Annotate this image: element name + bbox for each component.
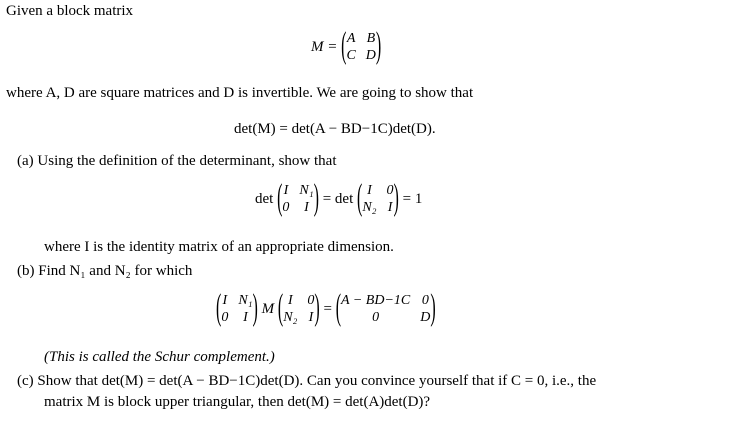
eq-a-right-21: N₂ [362,199,377,215]
part-a-note: where I is the identity matrix of an appropriate dimension. [44,239,394,255]
eq-a-right-22: I [387,199,393,215]
eq-b-result-12: 0 [421,293,429,308]
eq-b-eq: = [323,301,332,318]
eq-b-left-21: 0 [221,309,229,325]
eq-a-right-12: 0 [386,183,394,198]
eq-a-eq: = det [322,191,354,208]
det-formula: det(M) = det(A − BD−1C)det(D). [234,121,436,137]
eq-b-result-21: 0 [372,309,380,325]
eq-a-left-22: I [304,199,309,215]
eq-b-left-22: I [243,309,248,325]
part-b-text: (b) Find N₁ and N₂ for which [17,263,193,279]
eq-b-result-11: A − BD−1C [341,293,411,308]
eq-b-right-12: 0 [307,293,315,308]
M-entry-a: A [346,31,356,46]
M-entry-b: B [366,31,376,46]
eq-a-left-12: N₁ [299,183,314,198]
block-matrix-M: M = ( A B C D ) [311,26,382,67]
part-a-text: (a) Using the definition of the determinant, show that [17,153,337,169]
intro-text: Given a block matrix [6,3,134,19]
eq-b-right-11: I [287,293,293,308]
eq-a-det: det [255,191,274,208]
equation-b: ( I N₁ 0 I ) M ( I 0 N₂ I ) = ( A − BD−1C 0 0 D ) [216,288,436,329]
eq-a-left-11: I [283,183,289,198]
where-text: where A, D are square matrices and D is invertible. We are going to show that [6,85,474,101]
part-c-line-1: (c) Show that det(M) = det(A − BD−1C)det(D). Can you convince yourself that if C = 0, i.e., the [17,373,597,389]
eq-b-right-21: N₂ [283,309,298,325]
eq-b-left-11: I [222,293,228,308]
eq-b-right-22: I [308,309,314,325]
eq-a-right-11: I [367,183,372,198]
M-entry-c: C [346,47,356,63]
eq-a-left-21: 0 [282,199,290,215]
M-lhs: M = [311,39,338,56]
eq-b-result-22: D [420,309,431,325]
eq-a-result: = 1 [402,191,423,208]
part-c-line-2: matrix M is block upper triangular, then det(M) = det(A)det(D)? [44,394,431,410]
schur-note: (This is called the Schur complement.) [44,349,275,365]
eq-b-left-12: N₁ [238,293,253,308]
M-entry-d: D [365,47,376,63]
equation-a: det ( I N₁ 0 I ) = det ( I 0 N₂ I ) = 1 [255,178,423,219]
eq-b-mid: M [261,301,275,318]
